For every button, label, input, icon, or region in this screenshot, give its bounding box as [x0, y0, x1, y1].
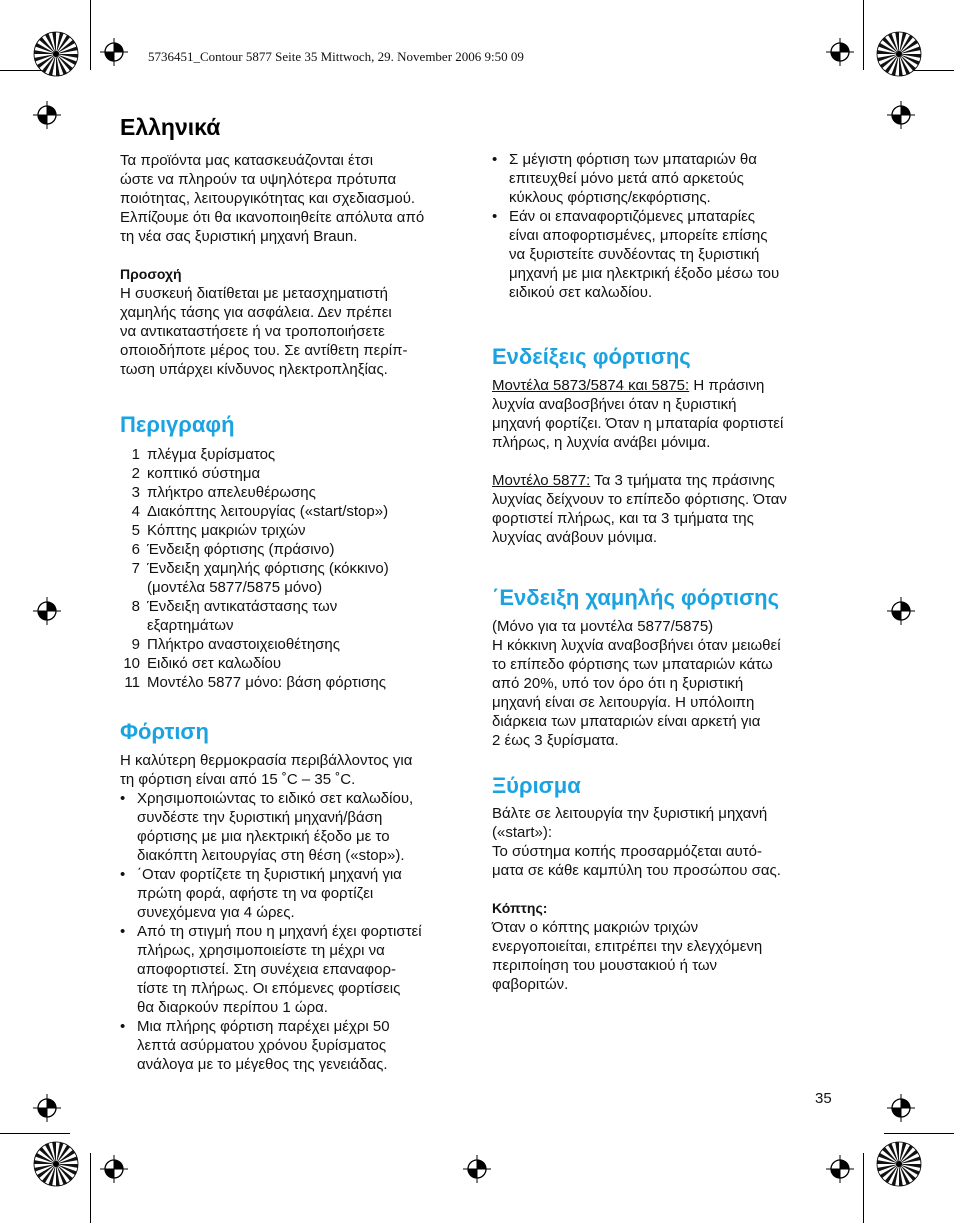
- text-line: Όταν ο κόπτης μακριών τριχών: [492, 919, 699, 936]
- caution-title: Προσοχή: [120, 266, 182, 282]
- text-line: 2 έως 3 ξυρίσματα.: [492, 732, 619, 749]
- text-line: μηχανή φορτίζει. Όταν η μπαταρία φορτιστεί: [492, 415, 784, 432]
- text-line: (Μόνο για τα μοντέλα 5877/5875): [492, 618, 714, 635]
- registration-mark-icon: [826, 38, 854, 66]
- registration-mark-icon: [100, 1155, 128, 1183]
- list-item: 6 Ένδειξη φόρτισης (πράσινο): [131, 541, 335, 558]
- registration-mark-icon: [887, 597, 915, 625]
- charging-intro: [120, 751, 465, 789]
- text-line: τη νέα σας ξυριστική μηχανή Braun.: [120, 228, 358, 245]
- text-line: («start»):: [492, 824, 553, 841]
- caution-paragraph: [120, 284, 465, 379]
- model-label: Μοντέλα 5873/5874 και 5875:: [492, 377, 690, 394]
- crop-line: [884, 1133, 954, 1134]
- list-item: • Μια πλήρης φόρτιση παρέχει μέχρι 50 λεπτά ασύρματου χρόνου ξυρίσματος ανάλογα με το μέγεθος της γενειάδας.: [120, 1017, 465, 1074]
- low-charge-paragraph: [492, 617, 837, 750]
- shaving-heading: Ξύρισμα: [492, 773, 581, 798]
- text-line: ματα σε κάθε καμπύλη του προσώπου σας.: [492, 862, 781, 879]
- registration-mark-icon: [887, 1094, 915, 1122]
- right-column: [492, 150, 837, 994]
- star-target-icon: [876, 31, 922, 77]
- text-line: Η συσκευή διατίθεται με μετασχηματιστή: [120, 285, 388, 302]
- text-line: ώστε να πληρούν τα υψηλότερα πρότυπα: [120, 171, 397, 188]
- language-title: Ελληνικά: [120, 114, 221, 140]
- text-line: Βάλτε σε λειτουργία την ξυριστική μηχανή: [492, 805, 768, 822]
- crop-line: [90, 0, 91, 70]
- trimmer-title: Κόπτης:: [492, 900, 548, 916]
- star-target-icon: [33, 1141, 79, 1187]
- trimmer-paragraph: [492, 918, 837, 994]
- description-heading: Περιγραφή: [120, 412, 235, 437]
- registration-mark-icon: [463, 1155, 491, 1183]
- registration-mark-icon: [33, 1094, 61, 1122]
- star-target-icon: [876, 1141, 922, 1187]
- list-item: 7 Ένδειξη χαμηλής φόρτισης (κόκκινο) (μοντέλα 5877/5875 μόνο): [131, 560, 389, 596]
- text-line: Η καλύτερη θερμοκρασία περιβάλλοντος για: [120, 752, 413, 769]
- shaving-paragraph: [492, 804, 837, 880]
- model-label: Μοντέλο 5877:: [492, 472, 591, 489]
- list-item: • ΄Οταν φορτίζετε τη ξυριστική μηχανή για πρώτη φορά, αφήστε τη να φορτίζει συνεχόμενα για 4 ώρες.: [120, 865, 465, 922]
- text-line: φορτιστεί πλήρως, και τα 3 τμήματα της: [492, 510, 754, 527]
- charging-bullets: [120, 789, 465, 1074]
- text-line: Η κόκκινη λυχνία αναβοσβήνει όταν μειωθεί: [492, 637, 781, 654]
- text-line: πλήρως, η λυχνία ανάβει μόνιμα.: [492, 434, 711, 451]
- list-item: • Από τη στιγμή που η μηχανή έχει φορτιστεί πλήρως, χρησιμοποιείστε τη μέχρι να αποφορτιστεί. Στη συνέχεια επαναφορ- τίστε τη πλήρως. Οι επόμενες φορτίσεις θα διαρκούν περίπου 1 ώρα.: [120, 922, 465, 1017]
- text-line: λυχνίας ανάβουν μόνιμα.: [492, 529, 658, 546]
- list-item: 1 πλέγμα ξυρίσματος: [131, 446, 276, 463]
- list-item: • Σ μέγιστη φόρτιση των μπαταριών θα επιτευχθεί μόνο μετά από αρκετούς κύκλους φόρτισης/εκφόρτισης.: [492, 150, 837, 207]
- indicator-paragraph-1: Μοντέλα 5873/5874 και 5875: Η πράσινη λυχνία αναβοσβήνει όταν η ξυριστική μηχανή φορτίζει. Όταν η μπαταρία φορτιστεί πλήρως, η λυχνία ανάβει μόνιμα.: [492, 376, 837, 452]
- text-line: φαβοριτών.: [492, 976, 569, 993]
- crop-line: [863, 0, 864, 70]
- text-line: χαμηλής τάσης για ασφάλεια. Δεν πρέπει: [120, 304, 392, 321]
- registration-mark-icon: [826, 1155, 854, 1183]
- low-charge-heading: ΄Ενδειξη χαμηλής φόρτισης: [492, 585, 780, 610]
- text-line: Το σύστημα κοπής προσαρμόζεται αυτό-: [492, 843, 763, 860]
- registration-mark-icon: [33, 101, 61, 129]
- indicators-heading: Ενδείξεις φόρτισης: [492, 344, 691, 369]
- list-item: • Χρησιμοποιώντας το ειδικό σετ καλωδίου, συνδέστε την ξυριστική μηχανή/βάση φόρτισης με μια ηλεκτρική έξοδο με το διακόπτη λειτουργίας στη θέση («stop»).: [120, 789, 465, 865]
- list-item: 10 Ειδικό σετ καλωδίου: [123, 655, 282, 672]
- text-line: το επίπεδο φόρτισης των μπαταριών κάτω: [492, 656, 773, 673]
- text-line: διάρκεια των μπαταριών είναι αρκετή για: [492, 713, 761, 730]
- registration-mark-icon: [100, 38, 128, 66]
- crop-line: [0, 1133, 70, 1134]
- list-item: 2 κοπτικό σύστημα: [131, 465, 261, 482]
- text-line: λυχνία αναβοσβήνει όταν η ξυριστική: [492, 396, 737, 413]
- parts-list: [120, 445, 465, 692]
- list-item: • Εάν οι επαναφορτιζόμενες μπαταρίες είναι αποφορτισμένες, μπορείτε επίσης να ξυριστείτε συνδέοντας τη ξυριστική μηχανή με μια ηλεκτρική έξοδο μέσω του ειδικού σετ καλωδίου.: [492, 207, 837, 302]
- text-line: λυχνίας δείχνουν το επίπεδο φόρτισης. Όταν: [492, 491, 787, 508]
- text-line: τη φόρτιση είναι από 15 ˚C – 35 ˚C.: [120, 771, 356, 788]
- indicator-paragraph-2: Μοντέλο 5877: Τα 3 τμήματα της πράσινης λυχνίας δείχνουν το επίπεδο φόρτισης. Όταν φορτιστεί πλήρως, και τα 3 τμήματα της λυχνίας ανάβουν μόνιμα.: [492, 471, 837, 547]
- text-line: να αντικαταστήσετε ή να τροποποιήσετε: [120, 323, 385, 340]
- crop-line: [863, 1153, 864, 1223]
- text-line: τωση υπάρχει κίνδυνος ηλεκτροπληξίας.: [120, 361, 388, 378]
- left-column: [120, 110, 465, 1074]
- list-item: 5 Κόπτης μακριών τριχών: [131, 522, 306, 539]
- list-item: 11 Μοντέλο 5877 μόνο: βάση φόρτισης: [124, 674, 386, 691]
- list-item: 9 Πλήκτρο αναστοιχειοθέτησης: [131, 636, 340, 653]
- text-line: περιποίηση του μουστακιού ή των: [492, 957, 718, 974]
- text-line: Τα προϊόντα μας κατασκευάζονται έτσι: [120, 152, 374, 169]
- list-item: 8 Ένδειξη αντικατάστασης των εξαρτημάτων: [131, 598, 338, 634]
- charging-heading: Φόρτιση: [120, 719, 209, 744]
- registration-mark-icon: [33, 597, 61, 625]
- crop-line: [90, 1153, 91, 1223]
- star-target-icon: [33, 31, 79, 77]
- intro-paragraph: [120, 151, 465, 246]
- text-line: μηχανή είναι σε λειτουργία. Η υπόλοιπη: [492, 694, 755, 711]
- text-line: Ελπίζουμε ότι θα ικανοποιηθείτε απόλυτα από: [120, 209, 425, 226]
- battery-bullets: [492, 150, 837, 302]
- list-item: 3 πλήκτρο απελευθέρωσης: [131, 484, 316, 501]
- page-number: 35: [815, 1090, 832, 1107]
- registration-mark-icon: [887, 101, 915, 129]
- print-info-line: 5736451_Contour 5877 Seite 35 Mittwoch, 29. November 2006 9:50 09: [148, 49, 524, 64]
- text-line: ενεργοποιείται, επιτρέπει την ελεγχόμενη: [492, 938, 763, 955]
- text-line: από 20%, υπό τον όρο ότι η ξυριστική: [492, 675, 744, 692]
- text-line: οποιοδήποτε μέρος του. Σε αντίθετη περίπ-: [120, 342, 408, 359]
- text-line: ποιότητας, λειτουργικότητας και σχεδιασμού.: [120, 190, 416, 207]
- list-item: 4 Διακόπτης λειτουργίας («start/stop»): [131, 503, 389, 520]
